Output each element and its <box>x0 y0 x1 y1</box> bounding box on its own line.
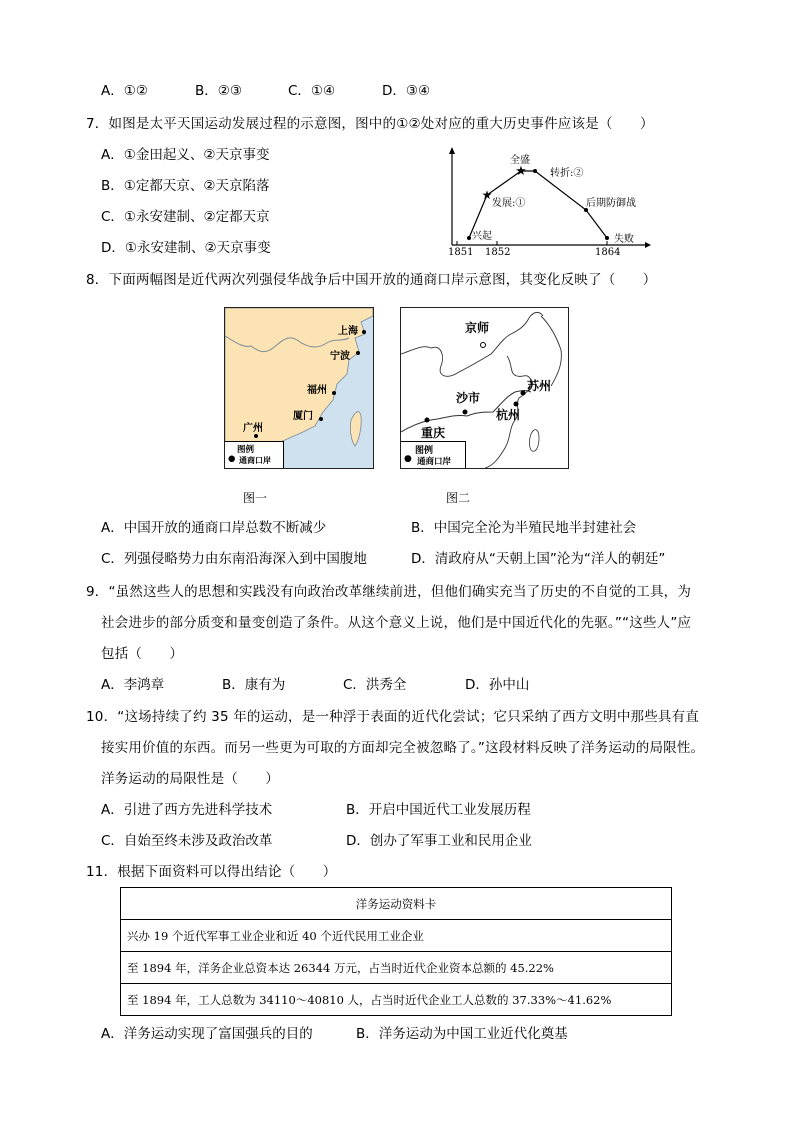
legend-item: 通商口岸 <box>239 455 271 465</box>
q6-option-c[interactable]: C．①④ <box>288 83 336 99</box>
map-one-legend <box>225 441 284 469</box>
q6-option-a[interactable]: A．①② <box>101 83 148 99</box>
yangwu-data-card <box>120 887 672 1016</box>
q8-option-d[interactable]: D．清政府从“天朝上国”沦为“洋人的朝廷” <box>411 551 666 567</box>
svg-text:★: ★ <box>515 164 527 179</box>
q7-option-c[interactable]: C．①永安建制、②定都天京 <box>101 209 270 225</box>
legend-item: 通商口岸 <box>417 457 452 467</box>
q7-option-b[interactable]: B．①定都天京、②天京陷落 <box>101 178 270 194</box>
q9-stem-line-1: 9．“虽然这些人的思想和实践没有向政治改革继续前进，但他们确实充当了历史的不自觉的工具，为 <box>86 584 692 600</box>
city-hangzhou: 杭州 <box>496 408 521 422</box>
map-two-legend <box>401 441 466 469</box>
label-turn: 转折:② <box>550 168 584 179</box>
q9-option-d[interactable]: D．孙中山 <box>465 677 530 693</box>
legend-title: 图例 <box>237 445 255 455</box>
q10-stem-line-2: 接实用价值的东西。而另一些更为可取的方面却完全被忽略了。”这段材料反映了洋务运动的局限性。 <box>101 740 705 756</box>
map-one-caption: 图一 <box>243 491 268 505</box>
q9-option-b[interactable]: B．康有为 <box>222 677 286 693</box>
city-suzhou: 苏州 <box>527 379 552 393</box>
q7-option-a[interactable]: A．①金田起义、②天京事变 <box>101 147 270 163</box>
city-ningbo: 宁波 <box>330 351 350 362</box>
legend-title: 图例 <box>415 446 434 456</box>
q9-stem-line-2: 社会进步的部分质变和量变创造了条件。从这个意义上说，他们是中国近代化的先驱。”“这些人”应 <box>101 615 692 631</box>
q10-stem-line-1: 10．“这场持续了约 35 年的运动，是一种浮于表面的近代化尝试；它只采纳了西方文明中那些具有直 <box>86 709 700 725</box>
q9-option-a[interactable]: A．李鸿章 <box>101 677 165 693</box>
city-fuzhou: 福州 <box>307 385 327 396</box>
card-title: 洋务运动资料卡 <box>121 888 672 920</box>
label-late-defense: 后期防御战 <box>586 198 636 209</box>
q8-option-b[interactable]: B．中国完全沦为半殖民地半封建社会 <box>411 520 637 536</box>
q8-stem: 8．下面两幅图是近代两次列强侵华战争后中国开放的通商口岸示意图，其变化反映了（ ） <box>86 272 657 288</box>
city-chongqing: 重庆 <box>421 426 446 440</box>
q6-option-d[interactable]: D．③④ <box>382 83 431 99</box>
city-shanghai: 上海 <box>338 326 358 337</box>
legend-dot-icon: ● <box>404 454 412 464</box>
tick-1852: 1852 <box>485 247 511 258</box>
q6-option-b[interactable]: B．②③ <box>195 83 242 99</box>
label-peak: 全盛 <box>510 155 530 166</box>
q10-option-d[interactable]: D．创办了军事工业和民用企业 <box>346 833 532 849</box>
tick-1864: 1864 <box>595 247 621 258</box>
q7-stem: 7．如图是太平天国运动发展过程的示意图，图中的①②处对应的重大历史事件应该是（ ） <box>86 116 654 132</box>
taiping-diagram <box>440 140 660 265</box>
q11-option-b[interactable]: B．洋务运动为中国工业近代化奠基 <box>356 1026 568 1042</box>
label-rise: 兴起 <box>472 231 492 242</box>
label-develop: 发展:① <box>492 198 526 209</box>
map-two-caption: 图二 <box>446 491 471 505</box>
card-row: 至 1894 年，工人总数为 34110～40810 人，占当时近代企业工人总数的 37.33%～41.62% <box>121 984 672 1016</box>
q10-option-a[interactable]: A．引进了西方先进科学技术 <box>101 802 273 818</box>
tick-1851: 1851 <box>448 247 474 258</box>
q11-stem: 11．根据下面资料可以得出结论（ ） <box>86 864 337 880</box>
label-fail: 失败 <box>614 234 634 245</box>
q10-stem-line-3: 洋务运动的局限性是（ ） <box>101 771 280 787</box>
q8-option-a[interactable]: A．中国开放的通商口岸总数不断减少 <box>101 520 327 536</box>
city-jingshi: 京师 <box>465 321 490 335</box>
map-one <box>224 307 374 469</box>
card-row: 至 1894 年，洋务企业总资本达 26344 万元，占当时近代企业资本总额的 45.22% <box>121 952 672 984</box>
city-xiamen: 厦门 <box>293 411 313 422</box>
city-guangzhou: 广州 <box>243 423 263 434</box>
q8-option-c[interactable]: C．列强侵略势力由东南沿海深入到中国腹地 <box>101 551 367 567</box>
map-two <box>400 307 569 469</box>
city-shashi: 沙市 <box>456 391 481 405</box>
card-row: 兴办 19 个近代军事工业企业和近 40 个近代民用工业企业 <box>121 920 672 952</box>
legend-dot-icon: ● <box>228 454 236 464</box>
q10-option-b[interactable]: B．开启中国近代工业发展历程 <box>346 802 531 818</box>
q9-option-c[interactable]: C．洪秀全 <box>343 677 407 693</box>
q10-option-c[interactable]: C．自始至终未涉及政治改革 <box>101 833 273 849</box>
q9-stem-line-3: 包括（ ） <box>101 646 184 662</box>
q11-option-a[interactable]: A．洋务运动实现了富国强兵的目的 <box>101 1026 313 1042</box>
svg-text:★: ★ <box>481 188 493 202</box>
q7-option-d[interactable]: D．①永安建制、②天京事变 <box>101 240 271 256</box>
